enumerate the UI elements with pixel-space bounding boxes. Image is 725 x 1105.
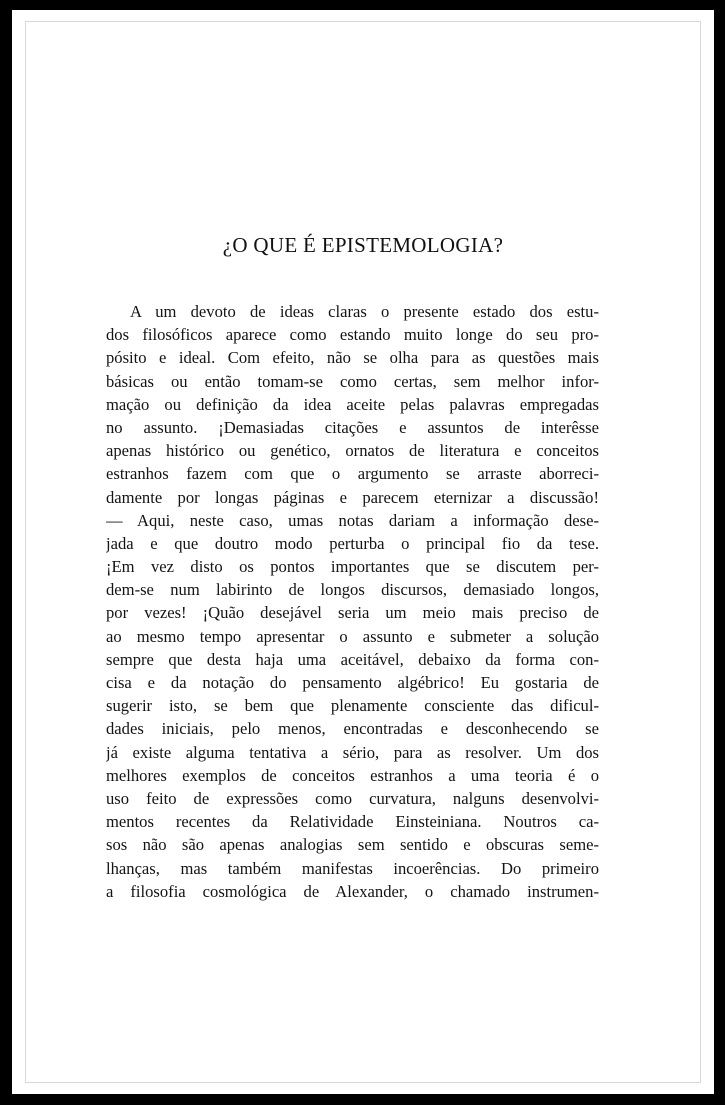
text-line: mentos recentes da Relatividade Einsteiniana. Noutros ca- — [106, 812, 599, 832]
text-line: sos não são apenas analogias sem sentido e obscuras seme- — [106, 835, 599, 855]
text-line: dades iniciais, pelo menos, encontradas e desconhecendo se — [106, 719, 599, 739]
text-line: mação ou definição da idea aceite pelas palavras empregadas — [106, 394, 599, 414]
text-line: — Aqui, neste caso, umas notas dariam a informação dese- — [106, 510, 599, 530]
document-page — [12, 10, 714, 1094]
text-line: por vezes! ¡Quão desejável seria um meio mais preciso de — [106, 603, 599, 623]
text-line: apenas histórico ou genético, ornatos de literatura e conceitos — [106, 441, 599, 461]
text-line: dem-se num labirinto de longos discursos, demasiado longos, — [106, 580, 599, 600]
text-line: sugerir isto, se bem que plenamente consciente das dificul- — [106, 696, 599, 716]
text-line: no assunto. ¡Demasiadas citações e assuntos de interêsse — [106, 417, 599, 437]
body-paragraph — [106, 300, 599, 903]
text-line: melhores exemplos de conceitos estranhos a uma teoria é o — [106, 765, 599, 785]
text-line: sempre que desta haja uma aceitável, debaixo da forma con- — [106, 649, 599, 669]
text-line: A um devoto de ideas claras o presente estado dos estu- — [130, 302, 599, 321]
text-line: já existe alguma tentativa a sério, para as resolver. Um dos — [106, 742, 599, 762]
text-line: jada e que doutro modo perturba o principal fio da tese. — [106, 533, 599, 553]
text-line: a filosofia cosmológica de Alexander, o chamado instrumen- — [106, 881, 599, 901]
text-line: básicas ou então tomam-se como certas, sem melhor infor- — [106, 371, 599, 391]
text-line: lhanças, mas também manifestas incoerências. Do primeiro — [106, 858, 599, 878]
page-title: ¿O QUE É EPISTEMOLOGIA? — [222, 233, 504, 257]
text-line: pósito e ideal. Com efeito, não se olha para as questões mais — [106, 348, 599, 368]
text-line: estranhos fazem com que o argumento se arraste aborreci- — [106, 464, 599, 484]
text-line: dos filosóficos aparece como estando muito longe do seu pro- — [106, 325, 599, 345]
text-line: ¡Em vez disto os pontos importantes que se discutem per- — [106, 557, 599, 577]
text-line: damente por longas páginas e parecem eternizar a discussão! — [106, 487, 599, 507]
text-line: uso feito de expressões como curvatura, nalguns desenvolvi- — [106, 788, 599, 808]
text-line: cisa e da notação do pensamento algébrico! Eu gostaria de — [106, 673, 599, 692]
text-line: ao mesmo tempo apresentar o assunto e submeter a solução — [106, 626, 599, 646]
